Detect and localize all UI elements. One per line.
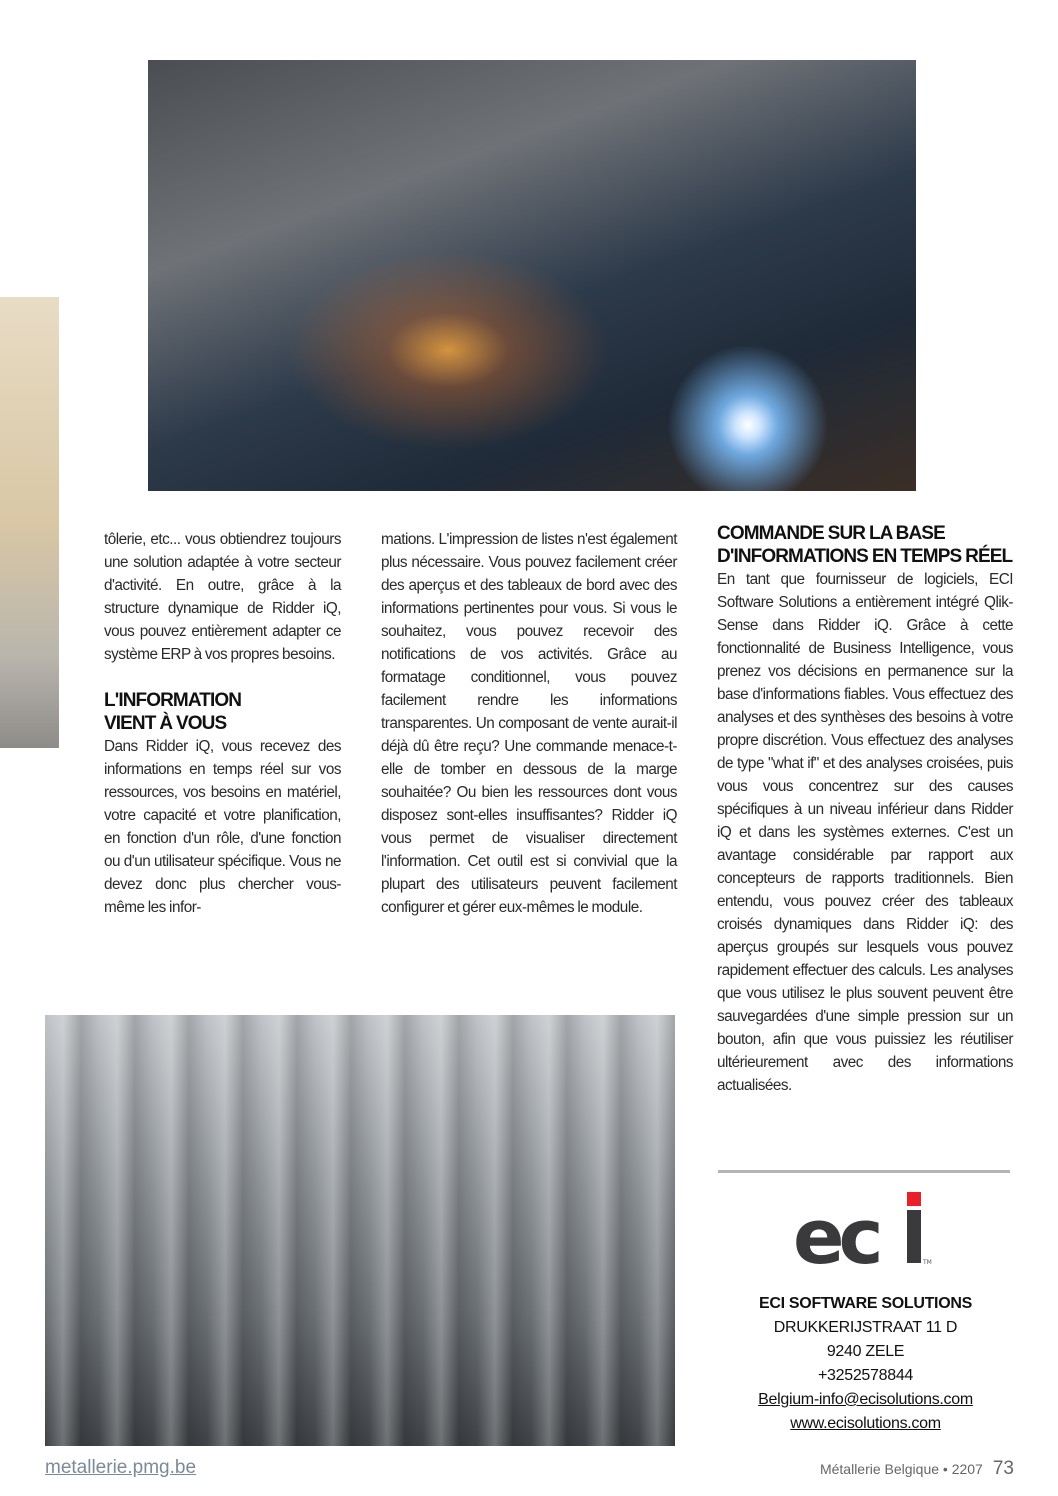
svg-text:TM: TM <box>923 1259 932 1266</box>
svg-text:ec: ec <box>793 1192 878 1270</box>
email-link[interactable]: Belgium-info@ecisolutions.com <box>758 1391 973 1408</box>
city: 9240 ZELE <box>826 1343 905 1360</box>
article-column-1 <box>104 528 341 919</box>
footer-info <box>820 1458 1014 1480</box>
paragraph: tôlerie, etc... vous obtiendrez toujours une solution adaptée à votre secteur d'activité. En outre, grâce à la structure dynamique de Ridder iQ, vous pouvez entièrement adapter ce système ERP à vos propres besoins. <box>104 531 341 663</box>
welding-photo <box>148 60 916 491</box>
paragraph: Dans Ridder iQ, vous recevez des informations en temps réel sur vos ressources, vos besoins en matériel, votre capacité et votre planification, en fonction d'un rôle, d'une fonction ou d'un utilisateur spécifique. Vous ne devez donc plus chercher vous-même les infor- <box>104 738 341 916</box>
article-column-3 <box>717 522 1013 1097</box>
eci-logo <box>793 1190 943 1270</box>
paragraph: En tant que fournisseur de logiciels, ECI Software Solutions a entièrement intégré Qlik-Sense dans Ridder iQ. Grâce à cette fonctionnalité de Business Intelligence, vous prenez vos décisions en permanence sur la base d'informations fiables. Vous effectuez des analyses et des synthèses des besoins à votre propre discrétion. Vous effectuez des analyses de type "what if" et des analyses croisées, puis vous vous concentrez sur des causes spécifiques à un niveau inférieur dans Ridder iQ et dans les systèmes externes. C'est un avantage considérable par rapport aux concepteurs de rapports traditionnels. Bien entendu, vous pouvez créer des tableaux croisés dynamiques dans Ridder iQ: des aperçus groupés sur lesquels vous pouvez rapidement effectuer des calculs. Les analyses que vous utilisez le plus souvent peuvent être sauvegardées d'une simple pression sur un bouton, afin que vous puissiez les réutiliser ultérieurement avec des informations actualisées. <box>717 571 1013 1094</box>
publication-name: Métallerie Belgique • 2207 <box>819 1461 983 1477</box>
paragraph: mations. L'impression de listes n'est également plus nécessaire. Vous pouvez facilement créer des aperçus et des tableaux de bord avec des informations pertinentes pour vous. Si vous le souhaitez, vous pouvez recevoir des notifications de vos activités. Grâce au formatage conditionnel, vous pouvez facilement rendre les informations transparentes. Un composant de vente aurait-il déjà dû être reçu? Une commande menace-t-elle de tomber en dessous de la marge souhaitée? Ou bien les ressources dont vous disposez sont-elles insuffisantes? Ridder iQ vous permet de visualiser directement l'information. Cet outil est si convivial que la plupart des utilisateurs peuvent facilement configurer et gérer eux-mêmes le module. <box>381 531 677 916</box>
section-heading <box>104 689 341 735</box>
company-name: ECI SOFTWARE SOLUTIONS <box>759 1295 972 1312</box>
contact-block <box>718 1292 1013 1436</box>
heading-line: L'INFORMATION <box>104 690 242 711</box>
page-number: 73 <box>992 1458 1014 1479</box>
article-column-2 <box>381 528 677 919</box>
boiler-room-photo <box>45 1015 675 1446</box>
section-heading <box>717 522 1013 568</box>
phone: +3252578844 <box>817 1367 914 1384</box>
partial-machine-photo <box>0 297 59 748</box>
footer-site-link[interactable]: metallerie.pmg.be <box>45 1457 197 1478</box>
heading-line: D'INFORMATIONS EN TEMPS RÉEL <box>717 546 1013 567</box>
heading-line: COMMANDE SUR LA BASE <box>717 523 945 544</box>
heading-line: VIENT À VOUS <box>104 713 227 734</box>
website-link[interactable]: www.ecisolutions.com <box>790 1415 941 1432</box>
street-address: DRUKKERIJSTRAAT 11 D <box>773 1319 958 1336</box>
divider <box>718 1170 1010 1173</box>
